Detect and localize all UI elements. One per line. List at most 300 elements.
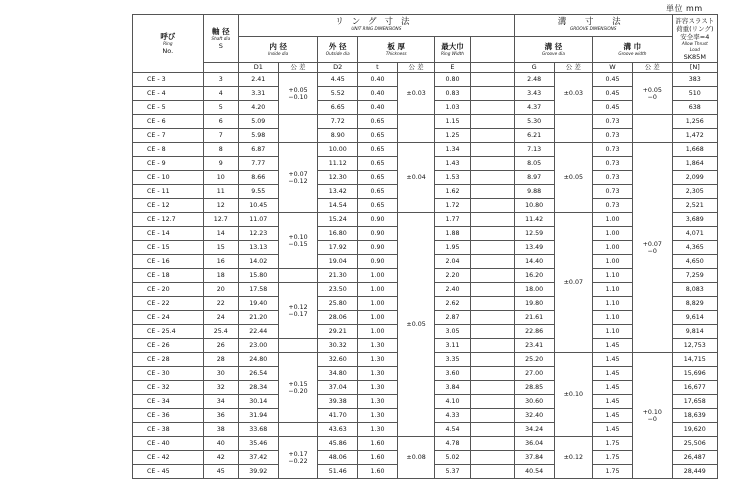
spacer-cell: [470, 213, 514, 227]
groove-width-tolerance-plus: +0.07: [642, 240, 662, 248]
outside-dia: 5.52: [318, 87, 358, 101]
groove-dia-tolerance: [554, 115, 593, 143]
ring-width: 4.33: [435, 409, 470, 423]
ring-width: 1.77: [435, 213, 470, 227]
ring-designation: CE - 25.4: [133, 325, 204, 339]
groove-dia: 7.13: [514, 143, 554, 157]
unit-label: 単位 mm: [666, 4, 703, 13]
groove-dia: 18.00: [514, 283, 554, 297]
groove-dia: 4.37: [514, 101, 554, 115]
shaft-dia: 3: [203, 73, 238, 87]
ring-designation: CE - 45: [133, 465, 204, 479]
thickness: 0.90: [358, 213, 398, 227]
groove-dia: 5.30: [514, 115, 554, 129]
ring-width: 1.62: [435, 185, 470, 199]
ring-spacer-cell: [470, 37, 514, 63]
groove-width: 1.45: [593, 353, 633, 367]
groove-dia: 22.86: [514, 325, 554, 339]
shaft-dia: 42: [203, 451, 238, 465]
shaft-dia: 30: [203, 367, 238, 381]
thickness: 1.30: [358, 353, 398, 367]
groove-dia: 8.05: [514, 157, 554, 171]
allowable-thrust-load: 510: [672, 87, 717, 101]
spacer-cell: [470, 311, 514, 325]
outside-dia: 15.24: [318, 213, 358, 227]
groove-width-tolerance: [632, 353, 672, 479]
ring-width: 1.15: [435, 115, 470, 129]
spacer-cell: [470, 185, 514, 199]
allowable-thrust-load: 8,829: [672, 297, 717, 311]
ring-width: 3.11: [435, 339, 470, 353]
groove-width: 0.73: [593, 199, 633, 213]
groove-dia: 6.21: [514, 129, 554, 143]
shaft-dia: 40: [203, 437, 238, 451]
ring-width: 1.25: [435, 129, 470, 143]
groove-dia: 27.00: [514, 367, 554, 381]
groove-width: 0.73: [593, 129, 633, 143]
thickness: 1.00: [358, 311, 398, 325]
ring-designation: CE - 32: [133, 381, 204, 395]
groove-dia-tolerance: ±0.12: [554, 437, 593, 479]
inside-dia-tolerance: [278, 437, 318, 479]
ring-width: 2.40: [435, 283, 470, 297]
sym-t-tol: 公 差: [397, 63, 435, 73]
outside-dia: 21.30: [318, 269, 358, 283]
groove-dia-tolerance: ±0.05: [554, 143, 593, 213]
sym-g: G: [514, 63, 554, 73]
outside-dia: 29.21: [318, 325, 358, 339]
ring-designation: CE - 24: [133, 311, 204, 325]
groove-width: 1.45: [593, 395, 633, 409]
outside-dia: 10.00: [318, 143, 358, 157]
thickness-tolerance: ±0.05: [397, 213, 435, 437]
ring-designation: CE - 12: [133, 199, 204, 213]
outside-dia: 14.54: [318, 199, 358, 213]
spacer-cell: [470, 157, 514, 171]
ring-dimensions-header: リング寸法 UNIT RING DIMENSIONS: [238, 15, 514, 37]
thickness-tolerance: ±0.04: [397, 143, 435, 213]
ring-width: 1.03: [435, 101, 470, 115]
thickness: 0.90: [358, 227, 398, 241]
inside-dia: 19.40: [238, 297, 278, 311]
groove-dia: 30.60: [514, 395, 554, 409]
inside-dia-tolerance-minus: −0.20: [288, 387, 308, 395]
ring-designation: CE - 16: [133, 255, 204, 269]
groove-dia: 16.20: [514, 269, 554, 283]
groove-dia-tolerance: ±0.10: [554, 353, 593, 437]
allowable-thrust-load: 1,472: [672, 129, 717, 143]
inside-dia: 2.41: [238, 73, 278, 87]
inside-dia-tolerance: [278, 339, 318, 353]
groove-dia-tolerance: ±0.07: [554, 213, 593, 353]
inside-dia: 24.80: [238, 353, 278, 367]
ring-width: 4.10: [435, 395, 470, 409]
allowable-thrust-load: 12,753: [672, 339, 717, 353]
groove-width: 0.73: [593, 115, 633, 129]
outside-dia: 12.30: [318, 171, 358, 185]
groove-width: 1.45: [593, 367, 633, 381]
ring-designation: CE - 7: [133, 129, 204, 143]
inside-dia-tolerance-plus: +0.10: [288, 233, 308, 241]
sym-d1: D1: [238, 63, 278, 73]
groove-dia: 19.80: [514, 297, 554, 311]
thickness-tolerance: ±0.08: [397, 437, 435, 479]
ring-designation: CE - 38: [133, 423, 204, 437]
ring-width: 2.62: [435, 297, 470, 311]
shaft-dia: 32: [203, 381, 238, 395]
groove-width-tolerance: [632, 143, 672, 353]
thickness: 0.65: [358, 115, 398, 129]
spacer-cell: [470, 353, 514, 367]
shaft-dia: 38: [203, 423, 238, 437]
thickness: 0.90: [358, 255, 398, 269]
inside-dia: 6.87: [238, 143, 278, 157]
groove-width: 1.45: [593, 381, 633, 395]
ring-width: 0.80: [435, 73, 470, 87]
outside-dia: 8.90: [318, 129, 358, 143]
spacer-cell: [470, 283, 514, 297]
groove-width: 1.00: [593, 255, 633, 269]
allowable-thrust-load: 2,305: [672, 185, 717, 199]
groove-dia-tolerance: ±0.03: [554, 73, 593, 115]
spacer-cell: [470, 199, 514, 213]
ring-designation: CE - 30: [133, 367, 204, 381]
outside-dia: 48.06: [318, 451, 358, 465]
thickness-header: 板 厚 Thickness: [358, 37, 435, 63]
sym-g-tol: 公 差: [554, 63, 593, 73]
spacer-cell: [470, 73, 514, 87]
inside-dia-tolerance-minus: −0.17: [288, 310, 308, 318]
spec-table-body: [133, 73, 718, 479]
allowable-thrust-load: 4,071: [672, 227, 717, 241]
groove-width: 0.45: [593, 101, 633, 115]
outside-dia: 23.50: [318, 283, 358, 297]
allowable-thrust-load: 14,715: [672, 353, 717, 367]
groove-width: 1.75: [593, 465, 633, 479]
thickness: 1.30: [358, 395, 398, 409]
groove-width: 1.10: [593, 283, 633, 297]
inside-dia-tolerance: [278, 269, 318, 283]
outside-dia: 51.46: [318, 465, 358, 479]
allowable-thrust-load: 8,083: [672, 283, 717, 297]
sym-unit: [N]: [672, 63, 717, 73]
thickness-tolerance: ±0.03: [397, 73, 435, 115]
thrust-load-header: 許容スラスト 荷重(リング) 安全率=4 Allow Thrust Load SK85M: [672, 15, 717, 63]
outside-dia: 39.38: [318, 395, 358, 409]
inside-dia: 17.58: [238, 283, 278, 297]
inside-dia-tolerance-plus: +0.05: [288, 86, 308, 94]
shaft-dia: 36: [203, 409, 238, 423]
shaft-dia: 34: [203, 395, 238, 409]
shaft-dia: 26: [203, 339, 238, 353]
allowable-thrust-load: 2,521: [672, 199, 717, 213]
sym-d1-tol: 公 差: [278, 63, 318, 73]
allowable-thrust-load: 28,449: [672, 465, 717, 479]
inside-dia: 10.45: [238, 199, 278, 213]
inside-dia: 15.80: [238, 269, 278, 283]
spacer-cell: [470, 255, 514, 269]
groove-width: 1.00: [593, 213, 633, 227]
table-row: [133, 115, 718, 129]
groove-dimensions-header: 溝 寸 法 GROOVE DIMENSIONS: [514, 15, 672, 37]
groove-width: 0.73: [593, 157, 633, 171]
sym-d2: D2: [318, 63, 358, 73]
allowable-thrust-load: 4,650: [672, 255, 717, 269]
thickness: 1.30: [358, 409, 398, 423]
sym-e: E: [435, 63, 470, 73]
spacer-cell: [470, 451, 514, 465]
spacer-cell: [470, 115, 514, 129]
outside-dia: 30.32: [318, 339, 358, 353]
groove-dia: 14.40: [514, 255, 554, 269]
ring-designation: CE - 40: [133, 437, 204, 451]
ring-designation: CE - 4: [133, 87, 204, 101]
ring-designation: CE - 5: [133, 101, 204, 115]
inside-dia: 11.07: [238, 213, 278, 227]
ring-width: 0.83: [435, 87, 470, 101]
sym-w-tol: 公 差: [632, 63, 672, 73]
thickness: 0.90: [358, 241, 398, 255]
outside-dia: 4.45: [318, 73, 358, 87]
thickness: 1.30: [358, 367, 398, 381]
ring-width: 4.54: [435, 423, 470, 437]
outside-dia: 6.65: [318, 101, 358, 115]
shaft-dia: 8: [203, 143, 238, 157]
ring-width: 1.43: [435, 157, 470, 171]
shaft-dia: 11: [203, 185, 238, 199]
shaft-dia: 12.7: [203, 213, 238, 227]
thickness: 0.40: [358, 87, 398, 101]
thickness: 1.00: [358, 297, 398, 311]
inside-dia: 21.20: [238, 311, 278, 325]
thickness-tolerance: [397, 115, 435, 143]
allowable-thrust-load: 18,639: [672, 409, 717, 423]
inside-dia: 22.44: [238, 325, 278, 339]
inside-dia: 37.42: [238, 451, 278, 465]
spacer-cell: [470, 465, 514, 479]
groove-width: 0.45: [593, 73, 633, 87]
inside-dia: 30.14: [238, 395, 278, 409]
ring-width: 1.95: [435, 241, 470, 255]
ring-designation: CE - 34: [133, 395, 204, 409]
inside-dia-tolerance: [278, 423, 318, 437]
groove-width-tolerance-plus: +0.05: [642, 86, 662, 94]
outside-dia: 16.80: [318, 227, 358, 241]
spacer-cell: [470, 325, 514, 339]
outside-dia: 43.63: [318, 423, 358, 437]
thickness: 0.65: [358, 129, 398, 143]
inside-dia-tolerance-minus: −0.12: [288, 177, 308, 185]
ring-designation: CE - 14: [133, 227, 204, 241]
ring-designation: CE - 18: [133, 269, 204, 283]
inside-dia-tolerance-plus: +0.15: [288, 380, 308, 388]
inside-dia: 28.34: [238, 381, 278, 395]
allowable-thrust-load: 638: [672, 101, 717, 115]
allowable-thrust-load: 19,620: [672, 423, 717, 437]
groove-width-tolerance-minus: −0: [647, 247, 657, 255]
groove-width-tolerance-minus: −0: [647, 93, 657, 101]
thickness: 1.00: [358, 283, 398, 297]
inside-dia: 3.31: [238, 87, 278, 101]
groove-width: 0.73: [593, 185, 633, 199]
groove-width: 1.45: [593, 409, 633, 423]
thickness: 1.30: [358, 381, 398, 395]
allowable-thrust-load: 2,099: [672, 171, 717, 185]
inside-dia: 8.66: [238, 171, 278, 185]
allowable-thrust-load: 383: [672, 73, 717, 87]
spacer-cell: [470, 269, 514, 283]
allowable-thrust-load: 9,614: [672, 311, 717, 325]
allowable-thrust-load: 16,677: [672, 381, 717, 395]
ring-designation: CE - 8: [133, 143, 204, 157]
groove-dia: 36.04: [514, 437, 554, 451]
ring-width: 3.35: [435, 353, 470, 367]
inside-dia-tolerance-minus: −0.22: [288, 457, 308, 465]
spacer-cell: [470, 129, 514, 143]
inside-dia-tolerance-minus: −0.15: [288, 240, 308, 248]
ring-designation: CE - 6: [133, 115, 204, 129]
allowable-thrust-load: 9,814: [672, 325, 717, 339]
outside-dia: 19.04: [318, 255, 358, 269]
ring-designation: CE - 42: [133, 451, 204, 465]
shaft-dia: 16: [203, 255, 238, 269]
allowable-thrust-load: 4,365: [672, 241, 717, 255]
ring-designation: CE - 15: [133, 241, 204, 255]
shaft-dia: 12: [203, 199, 238, 213]
allowable-thrust-load: 15,696: [672, 367, 717, 381]
inside-dia: 31.94: [238, 409, 278, 423]
allowable-thrust-load: 1,864: [672, 157, 717, 171]
outside-dia: 7.72: [318, 115, 358, 129]
ring-width: 3.60: [435, 367, 470, 381]
spacer-cell: [470, 101, 514, 115]
allowable-thrust-load: 3,689: [672, 213, 717, 227]
inside-dia-tolerance-plus: +0.12: [288, 303, 308, 311]
spacer-cell: [470, 241, 514, 255]
ring-width: 1.72: [435, 199, 470, 213]
sym-t: t: [358, 63, 398, 73]
thickness: 0.65: [358, 199, 398, 213]
spacer-cell: [470, 171, 514, 185]
groove-dia: 32.40: [514, 409, 554, 423]
ring-width: 1.34: [435, 143, 470, 157]
groove-dia: 28.85: [514, 381, 554, 395]
inside-dia: 13.13: [238, 241, 278, 255]
shaft-sym-cell: [203, 63, 238, 73]
inside-dia-tolerance-minus: −0.10: [288, 93, 308, 101]
ring-designation: CE - 11: [133, 185, 204, 199]
shaft-dia: 14: [203, 227, 238, 241]
groove-width: 1.10: [593, 325, 633, 339]
allowable-thrust-load: 1,668: [672, 143, 717, 157]
shaft-dia: 22: [203, 297, 238, 311]
outside-dia: 13.42: [318, 185, 358, 199]
spacer-cell: [470, 423, 514, 437]
allowable-thrust-load: 25,506: [672, 437, 717, 451]
ring-width-header: 最大巾 Ring Width: [435, 37, 470, 63]
spacer-cell: [470, 409, 514, 423]
table-row: [133, 437, 718, 451]
inside-dia: 35.46: [238, 437, 278, 451]
inside-dia: 39.92: [238, 465, 278, 479]
inside-dia: 7.77: [238, 157, 278, 171]
groove-width: 0.45: [593, 87, 633, 101]
ring-designation: CE - 12.7: [133, 213, 204, 227]
inside-dia-tolerance: [278, 115, 318, 143]
thickness: 0.65: [358, 157, 398, 171]
inside-dia: 12.23: [238, 227, 278, 241]
thickness: 1.00: [358, 269, 398, 283]
groove-dia-header: 溝 径 Groove dia: [514, 37, 592, 63]
groove-dia: 23.41: [514, 339, 554, 353]
thickness: 1.30: [358, 423, 398, 437]
ring-designation: CE - 36: [133, 409, 204, 423]
shaft-dia-header: 軸 径 Shaft dia S: [203, 15, 238, 63]
spacer-cell: [470, 367, 514, 381]
ring-designation: CE - 22: [133, 297, 204, 311]
groove-dia: 34.24: [514, 423, 554, 437]
table-row: [133, 73, 718, 87]
allowable-thrust-load: 1,256: [672, 115, 717, 129]
shaft-dia: 18: [203, 269, 238, 283]
groove-width: 1.75: [593, 451, 633, 465]
groove-dia: 10.80: [514, 199, 554, 213]
groove-dia: 21.61: [514, 311, 554, 325]
outside-dia: 37.04: [318, 381, 358, 395]
groove-dia: 11.42: [514, 213, 554, 227]
groove-width-tolerance: [632, 73, 672, 115]
groove-width: 0.73: [593, 171, 633, 185]
sym-w: W: [593, 63, 633, 73]
ring-width: 4.78: [435, 437, 470, 451]
groove-dia: 37.84: [514, 451, 554, 465]
shaft-dia: 20: [203, 283, 238, 297]
ring-width: 1.53: [435, 171, 470, 185]
sym-blank: [470, 63, 514, 73]
groove-width: 1.45: [593, 339, 633, 353]
inside-dia: 5.98: [238, 129, 278, 143]
ring-width: 1.88: [435, 227, 470, 241]
table-row: [133, 143, 718, 157]
inside-dia-header: 内 径 Inside dia: [238, 37, 317, 63]
shaft-dia: 10: [203, 171, 238, 185]
shaft-dia: 6: [203, 115, 238, 129]
outside-dia: 11.12: [318, 157, 358, 171]
spacer-cell: [470, 297, 514, 311]
allowable-thrust-load: 17,658: [672, 395, 717, 409]
groove-width: 0.73: [593, 143, 633, 157]
inside-dia: 9.55: [238, 185, 278, 199]
groove-dia: 9.88: [514, 185, 554, 199]
inside-dia-tolerance: [278, 213, 318, 269]
groove-width: 1.10: [593, 297, 633, 311]
inside-dia: 5.09: [238, 115, 278, 129]
ring-width: 3.84: [435, 381, 470, 395]
spacer-cell: [470, 227, 514, 241]
outside-dia: 25.80: [318, 297, 358, 311]
inside-dia: 14.02: [238, 255, 278, 269]
ring-width: 3.05: [435, 325, 470, 339]
groove-dia: 13.49: [514, 241, 554, 255]
ring-designation: CE - 10: [133, 171, 204, 185]
inside-dia-tolerance: [278, 353, 318, 423]
outside-dia: 45.86: [318, 437, 358, 451]
outside-dia: 17.92: [318, 241, 358, 255]
ring-width: 2.87: [435, 311, 470, 325]
inside-dia: 4.20: [238, 101, 278, 115]
thickness: 0.65: [358, 185, 398, 199]
spacer-cell: [470, 87, 514, 101]
